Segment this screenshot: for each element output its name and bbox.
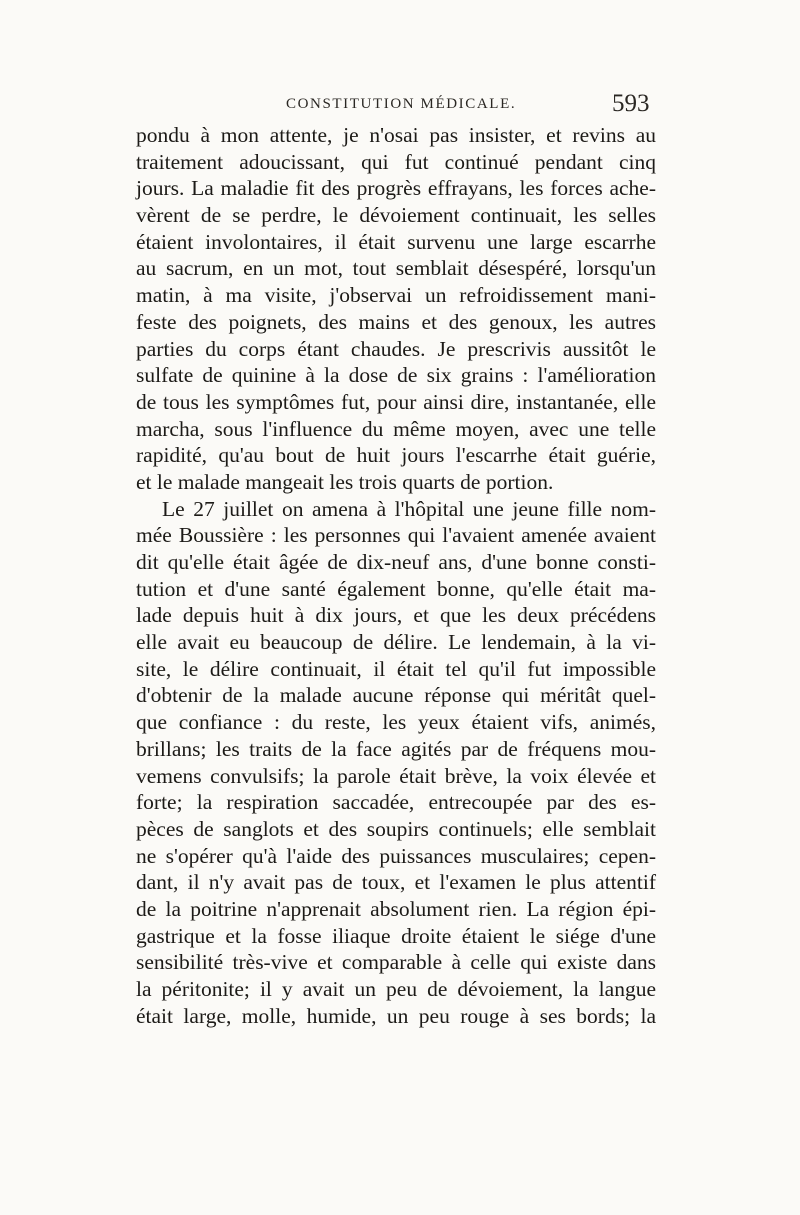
text-line: de tous les symptômes fut, pour ainsi dire, instantanée, elle xyxy=(136,389,656,414)
text-line: rapidité, qu'au bout de huit jours l'escarrhe était guérie, xyxy=(136,443,656,468)
text-line: dant, il n'y avait pas de toux, et l'examen le plus attentif xyxy=(136,870,656,895)
text-line: mée Boussière : les personnes qui l'avaient amenée avaient xyxy=(136,523,656,548)
text-line: étaient involontaires, il était survenu une large escarrhe xyxy=(136,229,656,254)
text-line: que confiance : du reste, les yeux étaient vifs, animés, xyxy=(136,710,656,735)
text-line: elle avait eu beaucoup de délire. Le lendemain, à la vi- xyxy=(136,630,656,655)
text-line: pèces de sanglots et des soupirs continuels; elle semblait xyxy=(136,816,656,841)
text-line: vemens convulsifs; la parole était brève, la voix élevée et xyxy=(136,763,656,788)
text-line: tution et d'une santé également bonne, qu'elle était ma- xyxy=(136,576,656,601)
text-line: la péritonite; il y avait un peu de dévoiement, la langue xyxy=(136,977,656,1001)
page-number: 593 xyxy=(612,90,650,117)
text-line: vèrent de se perdre, le dévoiement continuait, les selles xyxy=(136,203,656,228)
text-line: gastrique et la fosse iliaque droite étaient le siége d'une xyxy=(136,923,656,948)
text-line: marcha, sous l'influence du même moyen, avec une telle xyxy=(136,416,656,441)
text-line: jours. La maladie fit des progrès effrayans, les forces ache- xyxy=(136,176,656,201)
text-line: au sacrum, en un mot, tout semblait désespéré, lorsqu'un xyxy=(136,256,656,281)
text-line: lade depuis huit à dix jours, et que les deux précédens xyxy=(136,603,656,628)
text-line: brillans; les traits de la face agités par de fréquens mou- xyxy=(136,736,656,761)
text-line: forte; la respiration saccadée, entrecoupée par des es- xyxy=(136,790,656,815)
text-line: sensibilité très-vive et comparable à celle qui existe dans xyxy=(136,950,656,975)
text-line: matin, à ma visite, j'observai un refroidissement mani- xyxy=(136,283,656,308)
text-line: de la poitrine n'apprenait absolument rien. La région épi- xyxy=(136,896,656,921)
text-line: feste des poignets, des mains et des genoux, les autres xyxy=(136,309,656,334)
text-line: d'obtenir de la malade aucune réponse qui méritât quel- xyxy=(136,683,656,708)
text-line: parties du corps étant chaudes. Je prescrivis aussitôt le xyxy=(136,336,656,361)
paragraph-end-line: et le malade mangeait les trois quarts de portion. xyxy=(136,469,554,494)
text-line: était large, molle, humide, un peu rouge à ses bords; la xyxy=(136,1003,656,1028)
text-line: sulfate de quinine à la dose de six grains : l'amélioration xyxy=(136,363,656,388)
text-line: ne s'opérer qu'à l'aide des puissances musculaires; cepen- xyxy=(136,843,656,868)
body-text xyxy=(136,122,656,1029)
running-head: CONSTITUTION MÉDICALE. xyxy=(286,96,517,112)
paragraph-first-line: Le 27 juillet on amena à l'hôpital une jeune fille nom- xyxy=(162,496,656,521)
text-line: traitement adoucissant, qui fut continué pendant cinq xyxy=(136,149,656,174)
text-line: site, le délire continuait, il était tel qu'il fut impossible xyxy=(136,656,656,681)
text-line: pondu à mon attente, je n'osai pas insister, et revins au xyxy=(136,123,656,147)
text-line: dit qu'elle était âgée de dix-neuf ans, d'une bonne consti- xyxy=(136,550,656,574)
